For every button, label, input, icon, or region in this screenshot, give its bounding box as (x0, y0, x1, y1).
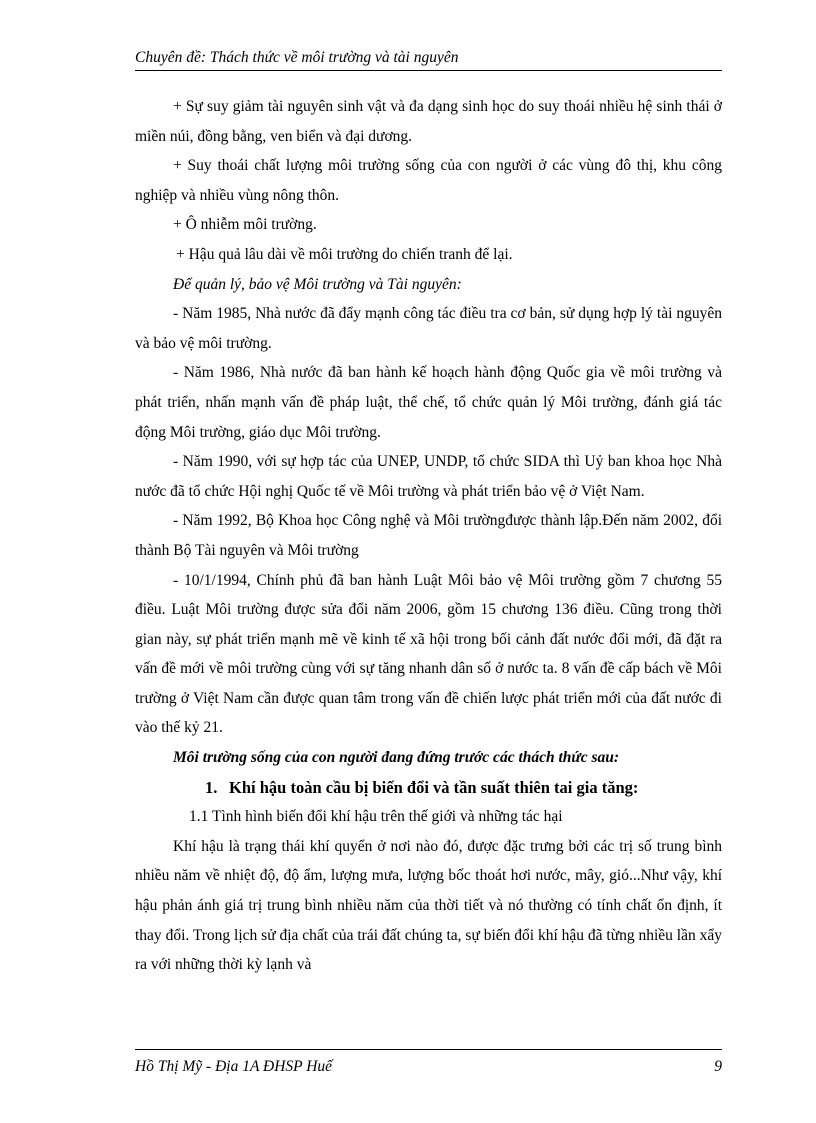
page-footer (135, 1049, 722, 1076)
page-header (135, 48, 722, 71)
footer-author: Hồ Thị Mỹ - Địa 1A ĐHSP Huế (135, 1058, 333, 1075)
paragraph: - Năm 1990, với sự hợp tác của UNEP, UNDP, tổ chức SIDA thì Uỷ ban khoa học Nhà nước đã tổ chức Hội nghị Quốc tế về Môi trường và phát triển bảo vệ ở Việt Nam. (135, 453, 722, 500)
heading-1-1: 1.1 Tình hình biến đổi khí hậu trên thế giới và những tác hại (189, 808, 563, 826)
paragraph: + Ô nhiễm môi trường. (173, 216, 317, 234)
heading-text: Khí hậu toàn cầu bị biến đổi và tần suất thiên tai gia tăng: (229, 777, 639, 797)
page-number: 9 (714, 1058, 722, 1075)
paragraph: + Suy thoái chất lượng môi trường sống của con người ở các vùng đô thị, khu công nghiệp và nhiều vùng nông thôn. (135, 157, 722, 204)
paragraph: - Năm 1985, Nhà nước đã đẩy mạnh công tác điều tra cơ bản, sử dụng hợp lý tài nguyên và bảo vệ môi trường. (135, 305, 722, 352)
paragraph: - Năm 1986, Nhà nước đã ban hành kế hoạch hành động Quốc gia về môi trường và phát triển, nhấn mạnh vấn đề pháp luật, thể chế, tổ chức quản lý Môi trường, đánh giá tác động Môi trường, giáo dục Môi trường. (135, 364, 722, 441)
paragraph: Khí hậu là trạng thái khí quyển ở nơi nào đó, được đặc trưng bởi các trị số trung bình nhiều năm về nhiệt độ, độ ẩm, lượng mưa, lượng bốc thoát hơi nước, mây, gió...Như vậy, khí hậu phản ánh giá trị trung bình nhiều năm của thời tiết và nó thường có tính chất ổn định, ít thay đổi. Trong lịch sử địa chất của trái đất chúng ta, sự biến đổi khí hậu đã từng nhiều lần xẩy ra với những thời kỳ lạnh và (135, 837, 722, 974)
paragraph: + Hậu quả lâu dài về môi trường do chiến tranh để lại. (176, 245, 513, 263)
heading-number: 1. (205, 777, 218, 797)
section-intro: Để quản lý, bảo vệ Môi trường và Tài nguyên: (173, 275, 462, 293)
challenges-heading: Môi trường sống của con người đang đứng trước các thách thức sau: (173, 749, 620, 767)
heading-1 (135, 773, 722, 803)
paragraph: - 10/1/1994, Chính phủ đã ban hành Luật Môi bảo vệ Môi trường gồm 7 chương 55 điều. Luật Môi trường được sửa đổi năm 2006, gồm 15 chương 136 điều. Cũng trong thời gian này, sự phát triển mạnh mẽ về kinh tế xã hội trong bối cảnh đất nước đổi mới, đã đặt ra vấn đề mới về môi trường cùng với sự tăng nhanh dân số ở nước ta. 8 vấn đề cấp bách về Môi trường ở Việt Nam cần được quan tâm trong vấn đề chiến lược phát triển mới của đất nước đi vào thế kỷ 21. (135, 571, 722, 737)
document-body (135, 92, 722, 980)
paragraph: + Sự suy giảm tài nguyên sinh vật và đa dạng sinh học do suy thoái nhiều hệ sinh thái ở miền núi, đồng bằng, ven biển và đại dương. (135, 98, 722, 145)
header-title: Chuyên đề: Thách thức về môi trường và tài nguyên (135, 49, 459, 66)
paragraph: - Năm 1992, Bộ Khoa học Công nghệ và Môi trườngđược thành lập.Đến năm 2002, đổi thành Bộ Tài nguyên và Môi trường (135, 512, 722, 559)
